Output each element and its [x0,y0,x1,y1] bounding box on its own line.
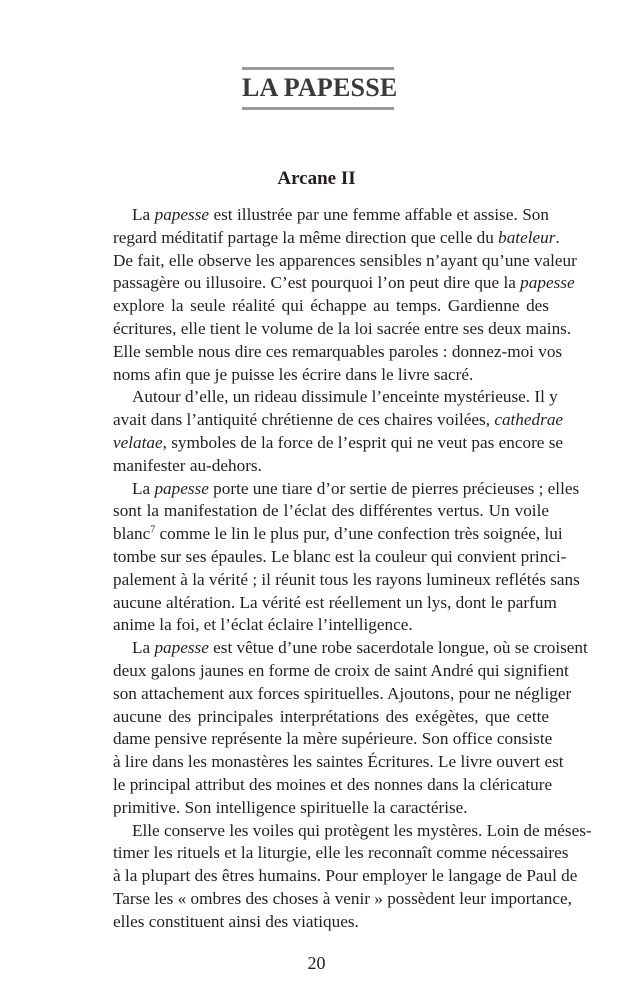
italic-term: velatae [113,432,163,452]
text-line [113,683,572,706]
text-line [113,592,557,615]
paragraph [113,204,577,386]
text-line [113,660,569,683]
text-run: Tarse les « ombres des choses à venir » possèdent leur importance, [113,888,572,908]
text-run: La [132,478,155,498]
text-line [113,295,549,318]
text-line [113,751,564,774]
text-run: porte une tiare d’or sertie de pierres précieuses ; elles [208,478,580,498]
paragraph [113,820,592,934]
text-run: est vêtue d’une robe sacerdotale longue, où se croisent [208,638,588,658]
body-text [113,204,592,934]
text-run: à lire dans les monastères les saintes Écritures. Le livre ouvert est [113,752,564,772]
italic-term: papesse [154,638,209,658]
footnote-marker: 7 [150,524,156,536]
text-run: tombe sur ses épaules. Le blanc est la couleur qui convient princi- [113,546,567,566]
text-run: comme le lin le plus pur, d’une confection très soignée, lui [155,524,563,544]
text-line [113,478,580,501]
text-line [113,318,572,341]
text-line [113,728,553,751]
paragraph [113,386,564,477]
text-line [113,364,549,387]
text-run: à la plupart des êtres humains. Pour employer le langage de Paul de [113,866,578,886]
text-run: anime la foi, et l’éclat éclaire l’intelligence. [113,615,413,635]
text-run: explore la seule réalité qui échappe au temps. Gardienne des [113,296,549,316]
text-run: primitive. Son intelligence spirituelle la caractérise. [113,797,468,817]
text-line [113,774,553,797]
page-number: 20 [307,953,326,973]
italic-term: papesse [154,205,210,224]
paragraph [113,478,580,638]
text-run: le principal attribut des moines et des nonnes dans la cléricature [113,774,553,794]
text-run: De fait, elle observe les apparences sensibles n’ayant qu’une valeur [113,250,577,270]
italic-term: papesse [154,478,209,498]
text-run: La [132,205,155,224]
paragraph [113,637,588,819]
text-line [113,455,549,478]
italic-term: cathedrae [494,410,564,430]
chapter-subtitle: Arcane II [277,168,356,189]
text-run: passagère ou illusoire. C’est pourquoi l’on peut dire que la [113,273,521,293]
text-run: Elle semble nous dire ces remarquables paroles : donnez-moi vos [113,341,563,361]
text-run: elles constituent ainsi des viatiques. [113,911,359,931]
text-line [113,409,564,432]
text-line [113,227,560,250]
text-run: regard méditatif partage la même direction que celle du [113,227,499,247]
text-line [113,272,575,295]
text-run: avait dans l’antiquité chrétienne de ces chaires voilées, [113,410,495,430]
text-run: aucune des principales interprétations des exégètes, que cette [113,706,549,726]
text-run: Elle conserve les voiles qui protègent les mystères. Loin de méses- [132,820,592,840]
text-run: La [132,638,155,658]
title-bottom-rule [242,107,394,110]
text-run: noms afin que je puisse les écrire dans le livre sacré. [113,364,474,384]
text-line [113,865,578,888]
text-line [113,386,558,409]
text-run: sont la manifestation de l’éclat des différentes vertus. Un voile [113,501,549,521]
text-run: Autour d’elle, un rideau dissimule l’enceinte mystérieuse. Il y [132,387,558,407]
chapter-title-block [242,67,398,110]
italic-term: papesse [520,273,575,293]
text-line [113,797,549,820]
text-line [113,204,549,227]
text-line [113,341,563,364]
text-line [113,911,549,934]
text-line [113,888,572,911]
chapter-title: LA PAPESSE [242,73,398,102]
text-run: manifester au-dehors. [113,455,262,475]
text-line [113,820,592,843]
text-line [113,569,580,592]
text-run: palement à la vérité ; il réunit tous les rayons lumineux reflétés sans [113,569,580,589]
text-run: son attachement aux forces spirituelles. Ajoutons, pour ne négliger [113,683,572,703]
text-line [113,546,567,569]
text-line [113,842,569,865]
italic-term: bateleur [498,227,556,247]
text-run: . [555,227,560,247]
text-line [113,706,549,729]
text-line [113,432,564,455]
text-run: deux galons jaunes en forme de croix de saint André qui signifient [113,660,569,680]
text-line [113,250,577,273]
text-run: , symboles de la force de l’esprit qui ne veut pas encore se [162,432,564,452]
text-run: dame pensive représente la mère supérieure. Son office consiste [113,729,553,749]
text-run: timer les rituels et la liturgie, elle les reconnaît comme nécessaires [113,843,569,863]
text-run: aucune altération. La vérité est réellement un lys, dont le parfum [113,592,557,612]
text-line [113,637,588,660]
text-line [113,523,563,546]
text-run: écritures, elle tient le volume de la loi sacrée entre ses deux mains. [113,318,572,338]
text-run: blanc [113,524,151,544]
text-run: est illustrée par une femme affable et assise. Son [209,205,549,224]
text-line [113,500,549,523]
text-line [113,614,549,637]
